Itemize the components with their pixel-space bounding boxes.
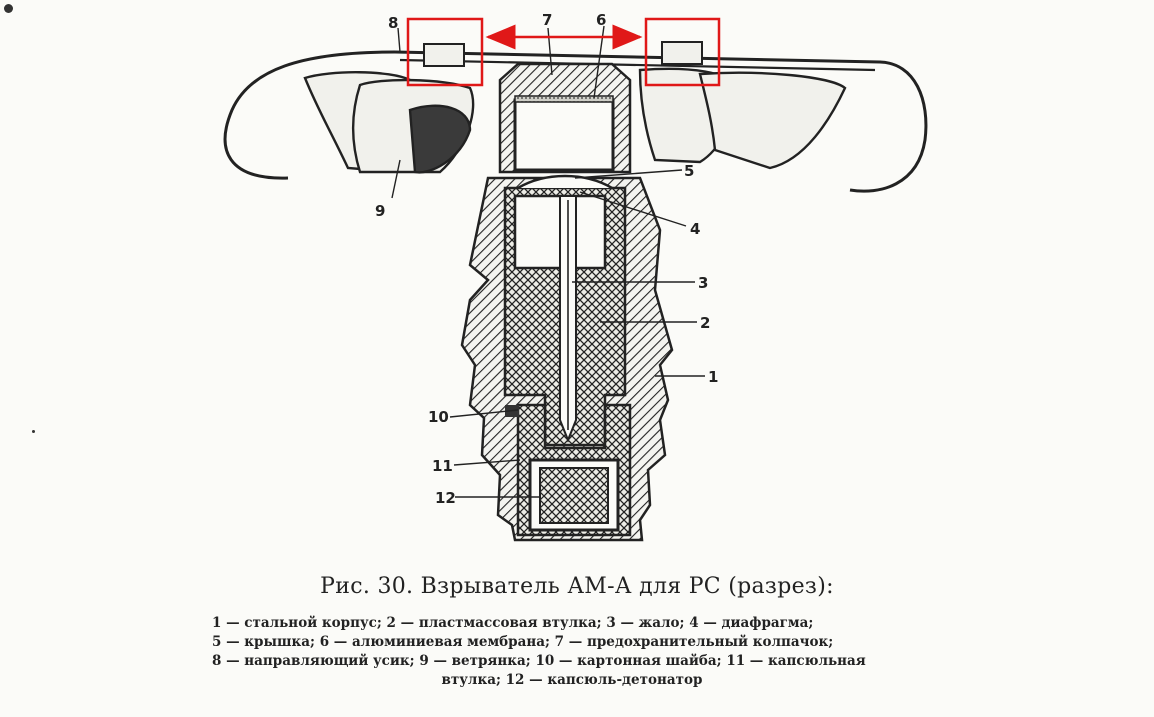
callout-8: 8 <box>388 14 399 32</box>
callout-2: 2 <box>700 314 711 332</box>
figure-legend <box>212 614 952 690</box>
callout-9: 9 <box>375 202 386 220</box>
callout-7: 7 <box>542 11 553 29</box>
scan-speck <box>32 430 35 433</box>
callout-6: 6 <box>596 11 607 29</box>
callout-10: 10 <box>428 408 449 426</box>
legend-line-3: 8 — направляющий усик; 9 — ветрянка; 10 — картонная шайба; 11 — капсюльная <box>212 653 866 669</box>
safety-cap <box>500 64 630 172</box>
callout-12: 12 <box>435 489 456 507</box>
scan-speck <box>4 4 13 13</box>
legend-line-1: 1 — стальной корпус; 2 — пластмассовая втулка; 3 — жало; 4 — диафрагма; <box>212 615 814 631</box>
callout-3: 3 <box>698 274 709 292</box>
callout-4: 4 <box>690 220 701 238</box>
legend-line-4: втулка; 12 — капсюль-детонатор <box>441 672 703 688</box>
callout-1: 1 <box>708 368 719 386</box>
figure-caption: Рис. 30. Взрыватель АМ-А для РС (разрез): <box>320 574 834 599</box>
callout-11: 11 <box>432 457 453 475</box>
callout-5: 5 <box>684 162 695 180</box>
legend-line-2: 5 — крышка; 6 — алюминиевая мембрана; 7 — предохранительный колпачок; <box>212 634 834 650</box>
firing-pin <box>560 196 576 440</box>
